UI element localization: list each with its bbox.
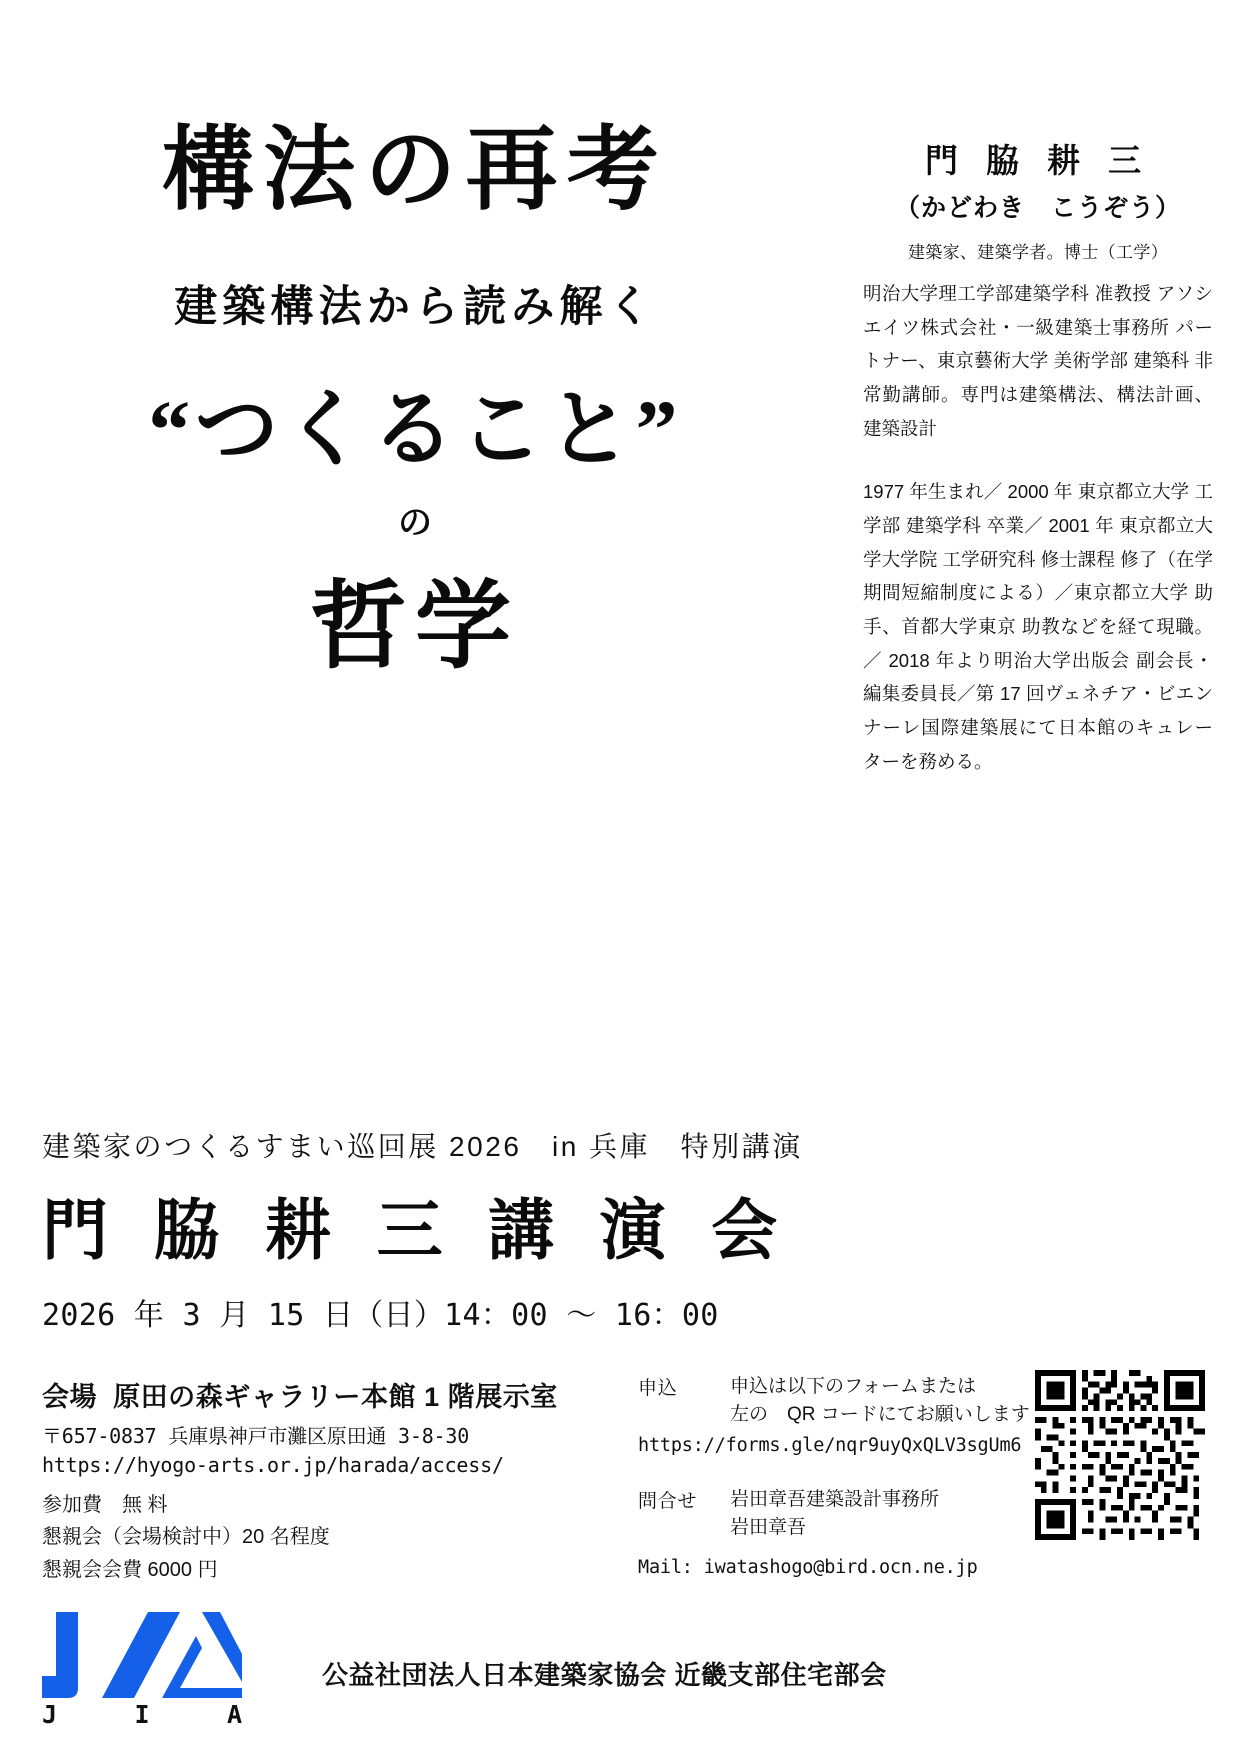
footer-organization: 公益社団法人日本建築家協会 近畿支部住宅部会 xyxy=(322,1660,887,1690)
hero-quote: “つくること” xyxy=(148,384,682,478)
fee-list xyxy=(42,1489,632,1586)
jia-letters xyxy=(42,1700,242,1729)
apply-text-line1: 申込は以下のフォームまたは xyxy=(730,1376,977,1397)
speaker-profile xyxy=(863,135,1213,778)
jia-letter-j: J xyxy=(42,1700,58,1729)
contact-row xyxy=(638,1486,1038,1541)
page-title: 構法の再考 xyxy=(161,119,668,221)
apply-text xyxy=(730,1373,1030,1428)
apply-row xyxy=(638,1373,1038,1428)
venue-name: 原田の森ギャラリー本館 1 階展示室 xyxy=(113,1382,558,1412)
venue-line xyxy=(42,1375,632,1414)
hero-keyword: 哲学 xyxy=(310,573,520,681)
qr-code[interactable] xyxy=(1035,1370,1205,1540)
hero-subtitle: 建築構法から読み解く xyxy=(174,284,656,332)
venue-details xyxy=(42,1375,632,1586)
speaker-name: 門 脇 耕 三 xyxy=(924,144,1152,180)
lecture-kicker: 建築家のつくるすまい巡回展 2026 in 兵庫 特別講演 xyxy=(42,1131,803,1162)
venue-address: 〒657-0837 兵庫県神戸市灘区原田通 3-8-30 xyxy=(42,1424,470,1448)
hero-particle: の xyxy=(398,505,432,543)
contact-person: 岩田章吾 xyxy=(730,1516,807,1538)
speaker-bio: 明治大学理工学部建築学科 准教授 アソシエイツ株式会社・一級建築士事務所 パートナー、東京藝術大学 美術学部 建築科 非常勤講師。専門は建築構法、構法計画、建築設計 xyxy=(863,283,1213,439)
contact-label: 問合せ xyxy=(638,1491,698,1513)
lecture-banner xyxy=(42,1125,1202,1334)
qr-code-icon xyxy=(1035,1370,1205,1540)
contact-value xyxy=(730,1486,939,1541)
access-url[interactable]: https://hyogo-arts.or.jp/harada/access/ xyxy=(42,1453,504,1477)
application-details xyxy=(638,1373,1038,1578)
speaker-history: 1977 年生まれ／ 2000 年 東京都立大学 工学部 建築学科 卒業／ 2001 年 東京都立大学大学院 工学研究科 修士課程 修了（在学期間短縮制度による）／東京都立大学 助手、首都大学東京 助教などを経て現職。／ 2018 年より明治大学出版会 副会長・編集委員長／第 17 回ヴェネチア・ビエンナーレ国際建築展にて日本館のキュレーターを務める。 xyxy=(863,481,1213,772)
lecture-title: 門 脇 耕 三 講 演 会 xyxy=(42,1195,792,1268)
contact-block xyxy=(638,1486,1038,1578)
lecture-datetime: 2026 年 3 月 15 日（日）14：00 〜 16：00 xyxy=(42,1298,719,1333)
jia-letter-a: A xyxy=(226,1700,242,1729)
speaker-name-kana: （かどわき こうぞう） xyxy=(894,195,1181,222)
fee-item: 懇親会（会場検討中）20 名程度 xyxy=(42,1526,330,1549)
apply-text-line2: 左の QR コードにてお願いします xyxy=(730,1403,1030,1425)
poster-hero xyxy=(0,120,830,687)
apply-label: 申込 xyxy=(638,1378,678,1399)
speaker-role: 建築家、建築学者。博士（工学） xyxy=(907,243,1169,262)
venue-label: 会場 xyxy=(42,1382,98,1412)
contact-mail[interactable]: Mail: iwatashogo@bird.ocn.ne.jp xyxy=(638,1557,978,1579)
application-form-url[interactable]: https://forms.gle/nqr9uyQxQLV3sgUm6 xyxy=(638,1435,1022,1457)
fee-item: 懇親会会費 6000 円 xyxy=(42,1558,218,1581)
jia-letter-i: I xyxy=(134,1700,150,1729)
fee-item: 参加費 無 料 xyxy=(42,1494,168,1516)
contact-org: 岩田章吾建築設計事務所 xyxy=(730,1489,940,1511)
